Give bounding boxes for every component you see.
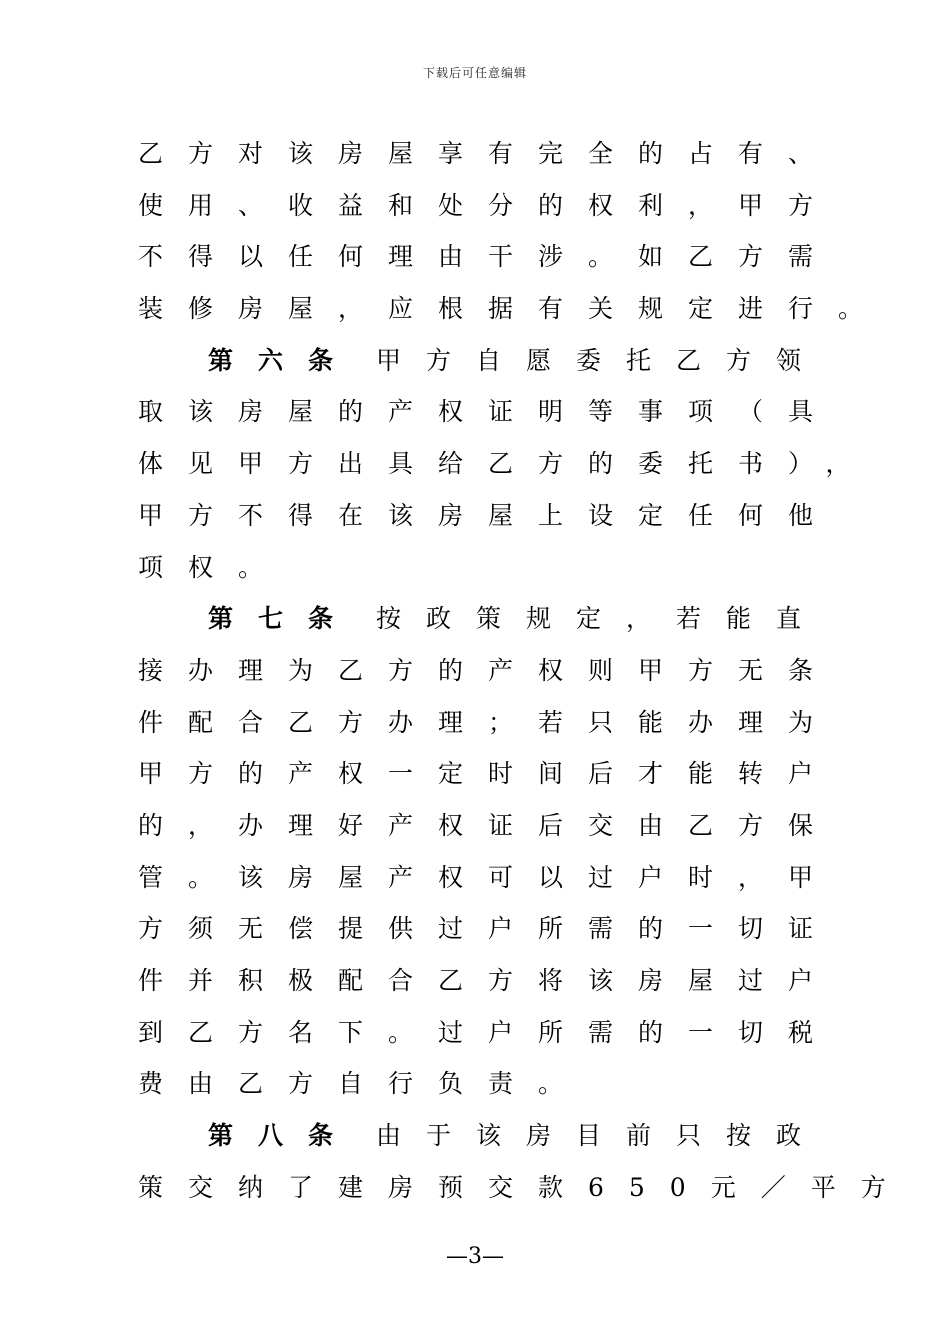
text-line: 甲方的产权一定时间后才能转户	[138, 759, 839, 789]
text-line: 不得以任何理由干涉。如乙方需	[138, 242, 839, 272]
article-text: 按政策规定，若能直	[376, 604, 827, 634]
article-label: 第七条	[208, 604, 359, 634]
article-label: 第八条	[208, 1121, 359, 1151]
document-body	[138, 128, 911, 1213]
article-text: 甲方自愿委托乙方领	[376, 345, 827, 375]
article-first-line	[138, 1110, 827, 1162]
text-line: 管。该房屋产权可以过户时，甲	[138, 862, 839, 892]
text-line: 的，办理好产权证后交由乙方保	[138, 810, 839, 840]
page-header: 下载后可任意编辑	[422, 66, 527, 80]
article-first-line	[138, 593, 827, 645]
text-line: 使用、收益和处分的权利，甲方	[138, 190, 839, 220]
article-first-line	[138, 335, 827, 387]
text-line: 件并积极配合乙方将该房屋过户	[138, 966, 839, 995]
text-line: 方须无偿提供过户所需的一切证	[138, 914, 839, 944]
text-line: 费由乙方自行负责。	[138, 1069, 589, 1099]
page-number: —3—	[446, 1244, 504, 1269]
text-line: 到乙方名下。过户所需的一切税	[138, 1017, 839, 1047]
text-line: 乙方对该房屋享有完全的占有、	[138, 139, 839, 168]
text-line: 接办理为乙方的产权则甲方无条	[138, 655, 839, 685]
text-line: 甲方不得在该房屋上设定任何他	[138, 500, 839, 530]
text-line: 体见甲方出具给乙方的委托书），	[138, 449, 876, 479]
text-line: 取该房屋的产权证明等事项（具	[138, 397, 839, 427]
article-text: 由于该房目前只按政	[376, 1121, 827, 1151]
text-line: 装修房屋，应根据有关规定进行。	[138, 294, 889, 324]
text-line: 策交纳了建房预交款650元／平方	[138, 1172, 911, 1202]
article-label: 第六条	[208, 345, 359, 375]
text-line: 项权。	[138, 552, 289, 582]
text-line: 件配合乙方办理；若只能办理为	[138, 707, 839, 737]
